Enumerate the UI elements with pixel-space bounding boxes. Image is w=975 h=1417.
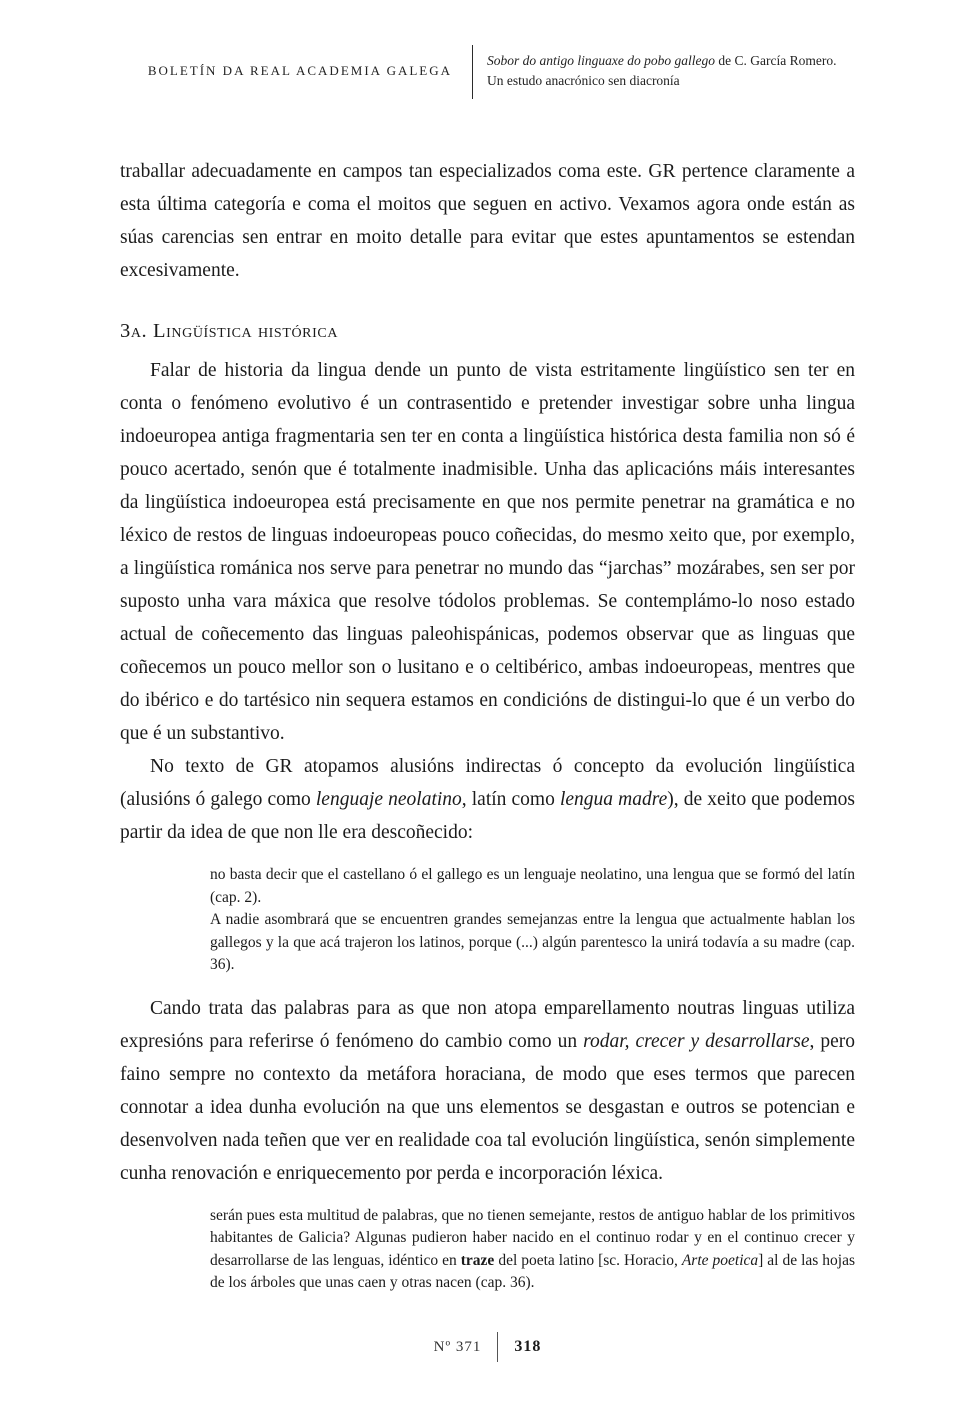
article-subtitle: Un estudo anacrónico sen diacronía — [487, 73, 680, 88]
paragraph-4 — [120, 992, 855, 1190]
paragraph-2: Falar de historia da lingua dende un punto de vista estritamente lingüístico sen ter en conta o fenómeno evolutivo é un contrasentido e pretender investigar sobre unha lingua indoeuropea antiga fragmentaria sen ter en conta a lingüística histórica desta familia non só é pouco acertado, senón que é totalmente inadmisible. Unha das aplicacións máis interesantes da lingüística indoeuropea está precisamente en que nos permite penetrar na gramática e no léxico de restos de linguas indoeuropeas pouco coñecidas, do mesmo xeito que, por exemplo, a lingüística románica nos serve para penetrar no mundo das “jarchas” mozárabes, sen ser por suposto unha vara máxica que resolve tódolos problemas. Se contemplámo-lo noso estado actual de coñecemento das linguas paleohispánicas, podemos observar que as linguas que coñecemos un pouco mellor son o lusitano e o celtibérico, ambas indoeuropeas, mentres que do ibérico e do tartésico nin sequera estamos en condicións de distingui-lo que é un verbo do que é un substantivo. — [120, 360, 855, 744]
quote-paragraph: no basta decir que el castellano ó el gallego es un lenguaje neolatino, una lengua que se formó del latín (cap. 2). — [210, 866, 855, 906]
quote-2-text: ] al de las hojas de los árboles que unas caen y otras nacen (cap. 36). — [210, 1251, 856, 1291]
page-footer — [120, 1332, 855, 1362]
quote-paragraph: A nadie asombrará que se encuentren grandes semejanzas entre la lengua que actualmente hablan los gallegos y la que acá trajeron los latinos, porque (...) algún parentesco la unirá todavía a su madre (cap. 36). — [210, 911, 855, 973]
quote-paragraph — [210, 1205, 855, 1295]
page-body — [120, 155, 855, 1310]
article-reference — [473, 45, 836, 99]
paragraph-3 — [120, 750, 855, 849]
quote-2-text: serán pues esta multitud de palabras, que no tienen semejante, restos de antiguo hablar de los primitivos habitantes de Galicia? Algunas pudieron haber nacido en el continuo rodar y en el continuo crecer y desarrollarse de las lenguas, idéntico en — [210, 1206, 855, 1269]
term-arte-poetica: Arte poetica — [681, 1251, 759, 1269]
paragraph-3-text: No texto de GR atopamos alusións indirectas ó concepto da evolución lingüística (alusións ó galego como — [120, 756, 855, 810]
block-quote-1 — [210, 864, 855, 977]
footer-issue-number: Nº 371 — [433, 1338, 482, 1355]
paragraph-3-text: ), de xeito que podemos partir da idea de que non lle era descoñecido: — [120, 789, 855, 843]
paragraph-1: traballar adecuadamente en campos tan especializados coma este. GR pertence claramente a esta última categoría e coma el moitos que seguen en activo. Vexamos agora onde están as súas carencias sen entrar en moito detalle para evitar que estes apuntamentos se estendan excesivamente. — [120, 161, 855, 281]
article-author: de C. García Romero. — [714, 53, 837, 68]
page-header — [120, 45, 855, 99]
term-traze: traze — [460, 1251, 495, 1269]
paragraph-4-text: Cando trata das palabras para as que non atopa emparellamento noutras linguas utiliza expresións para referirse ó fenómeno do cambio como un — [120, 997, 855, 1052]
section-heading: 3a. Lingüística histórica — [120, 320, 339, 342]
block-quote-2 — [210, 1205, 855, 1295]
footer-page-number: 318 — [514, 1338, 542, 1355]
paragraph-3-text: , latín como — [461, 789, 560, 810]
term-lenguaje-neolatino: lenguaje neolatino — [315, 789, 462, 810]
journal-name: BOLETÍN DA REAL ACADEMIA GALEGA — [147, 63, 452, 78]
article-title: Sobor do antigo linguaxe do pobo gallego — [487, 53, 715, 68]
article-title-line — [487, 51, 836, 71]
term-rodar-crecer-desarrollarse: rodar, crecer y desarrollarse — [583, 1030, 810, 1052]
paragraph-4-text: , pero faino sempre no contexto da metáfora horaciana, de modo que eses termos que parecen connotar a idea dunha evolución na que uns elementos se desgastan e outros se potencian e desenvolven nada teñen que ver en realidade coa tal evolución lingüística, senón simplemente cunha renovación e enriquecemento por perda e incorporación léxica. — [120, 1030, 855, 1184]
term-lengua-madre: lengua madre — [559, 789, 668, 810]
quote-2-text: del poeta latino [sc. Horacio, — [494, 1251, 682, 1269]
